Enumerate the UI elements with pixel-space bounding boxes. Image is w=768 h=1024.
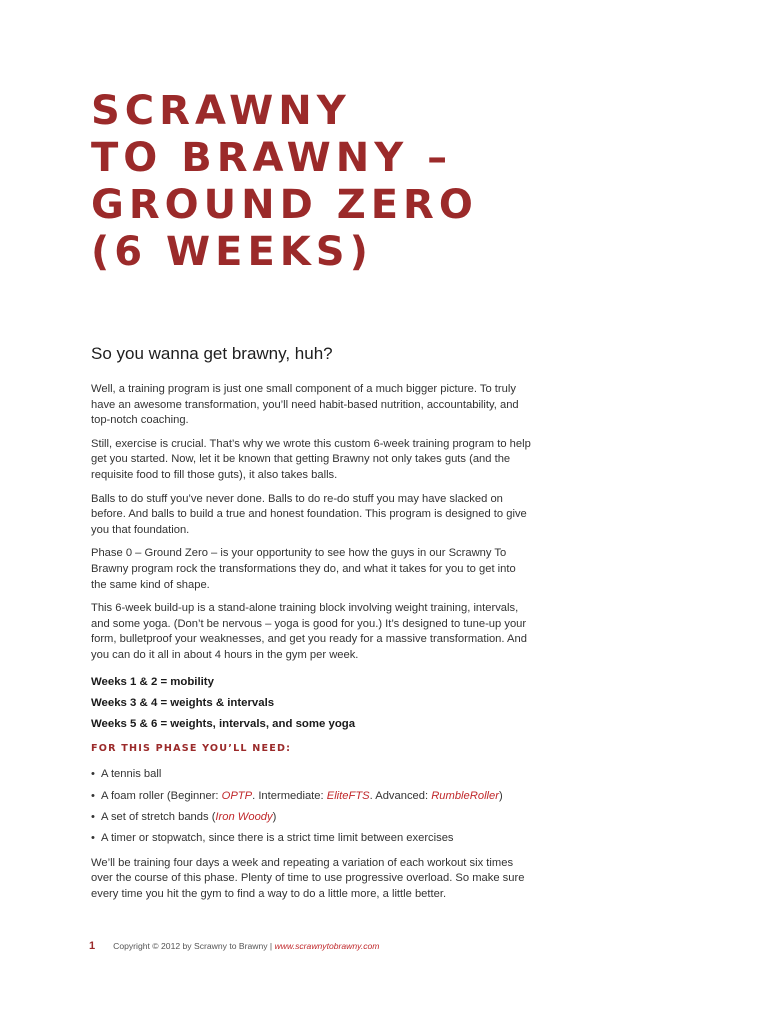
- item-text: ): [272, 810, 277, 823]
- list-item: [91, 828, 531, 849]
- list-item: [91, 807, 531, 828]
- bullet: •: [91, 789, 95, 802]
- optp-link[interactable]: OPTP: [221, 789, 253, 802]
- weeks-1-2: Weeks 1 & 2 = mobility: [91, 675, 214, 688]
- needs-list: [91, 764, 531, 850]
- item-text: . Advanced:: [369, 789, 432, 802]
- rumbleroller-link[interactable]: RumbleRoller: [431, 789, 499, 802]
- paragraph-1: Well, a training program is just one small component of a much bigger picture. To truly have an awesome transformation, you’ll need habit-based nutrition, accountability, and top-notch coaching.: [91, 383, 519, 427]
- item-text: . Intermediate:: [252, 789, 327, 802]
- paragraph-2: Still, exercise is crucial. That’s why we wrote this custom 6-week training program to help get you started. Now, let it be known that getting Brawny not only takes guts (and the requisite food to fill those guts), it also takes balls.: [91, 437, 531, 481]
- title-line-1: SCRAWNY: [91, 88, 351, 134]
- title-line-4: (6 WEEKS): [91, 229, 373, 275]
- weeks-schedule: [91, 672, 531, 735]
- item-text: A tennis ball: [101, 768, 162, 781]
- page-footer: [89, 940, 379, 952]
- closing-paragraph: We’ll be training four days a week and repeating a variation of each workout six times over the course of this phase. Plenty of time to use progressive overload. So make sure every time you hit the gym to find a way to do a little more, a little better.: [91, 856, 525, 900]
- item-text: A timer or stopwatch, since there is a strict time limit between exercises: [101, 832, 454, 845]
- copyright-text: Copyright © 2012 by Scrawny to Brawny |: [113, 941, 275, 951]
- bullet: •: [91, 832, 95, 845]
- page-title: [91, 88, 711, 276]
- paragraph-3: Balls to do stuff you’ve never done. Balls to do re-do stuff you may have slacked on before. And balls to build a true and honest foundation. This program is designed to give you that foundation.: [91, 492, 527, 536]
- iron-woody-link[interactable]: Iron Woody: [215, 810, 273, 823]
- elitefts-link[interactable]: EliteFTS: [326, 789, 370, 802]
- paragraph-4: Phase 0 – Ground Zero – is your opportunity to see how the guys in our Scrawny To Brawny program rock the transformations they do, and what it takes for you to get into the same kind of shape.: [91, 547, 516, 591]
- phase-heading: FOR THIS PHASE YOU’LL NEED:: [91, 742, 292, 754]
- item-text: A foam roller (Beginner:: [101, 789, 222, 802]
- page-number: 1: [89, 940, 96, 952]
- title-line-3: GROUND ZERO: [91, 182, 478, 228]
- weeks-5-6: Weeks 5 & 6 = weights, intervals, and some yoga: [91, 717, 356, 730]
- bullet: •: [91, 810, 95, 823]
- weeks-3-4: Weeks 3 & 4 = weights & intervals: [91, 696, 275, 709]
- item-text: A set of stretch bands (: [101, 810, 216, 823]
- title-line-2: TO BRAWNY –: [91, 135, 453, 181]
- body-content: [91, 382, 531, 911]
- list-item: [91, 786, 531, 807]
- website-link[interactable]: www.scrawnytobrawny.com: [274, 941, 380, 951]
- item-text: ): [499, 789, 503, 802]
- list-item: [91, 764, 531, 785]
- bullet: •: [91, 768, 95, 781]
- paragraph-5: This 6-week build-up is a stand-alone training block involving weight training, intervals, and some yoga. (Don’t be nervous – yoga is good for you.) It’s designed to tune-up your form, bulletproof your weaknesses, and get you ready for a massive transformation. And you can do it all in about 4 hours in the gym per week.: [91, 602, 527, 661]
- subtitle: So you wanna get brawny, huh?: [91, 344, 333, 363]
